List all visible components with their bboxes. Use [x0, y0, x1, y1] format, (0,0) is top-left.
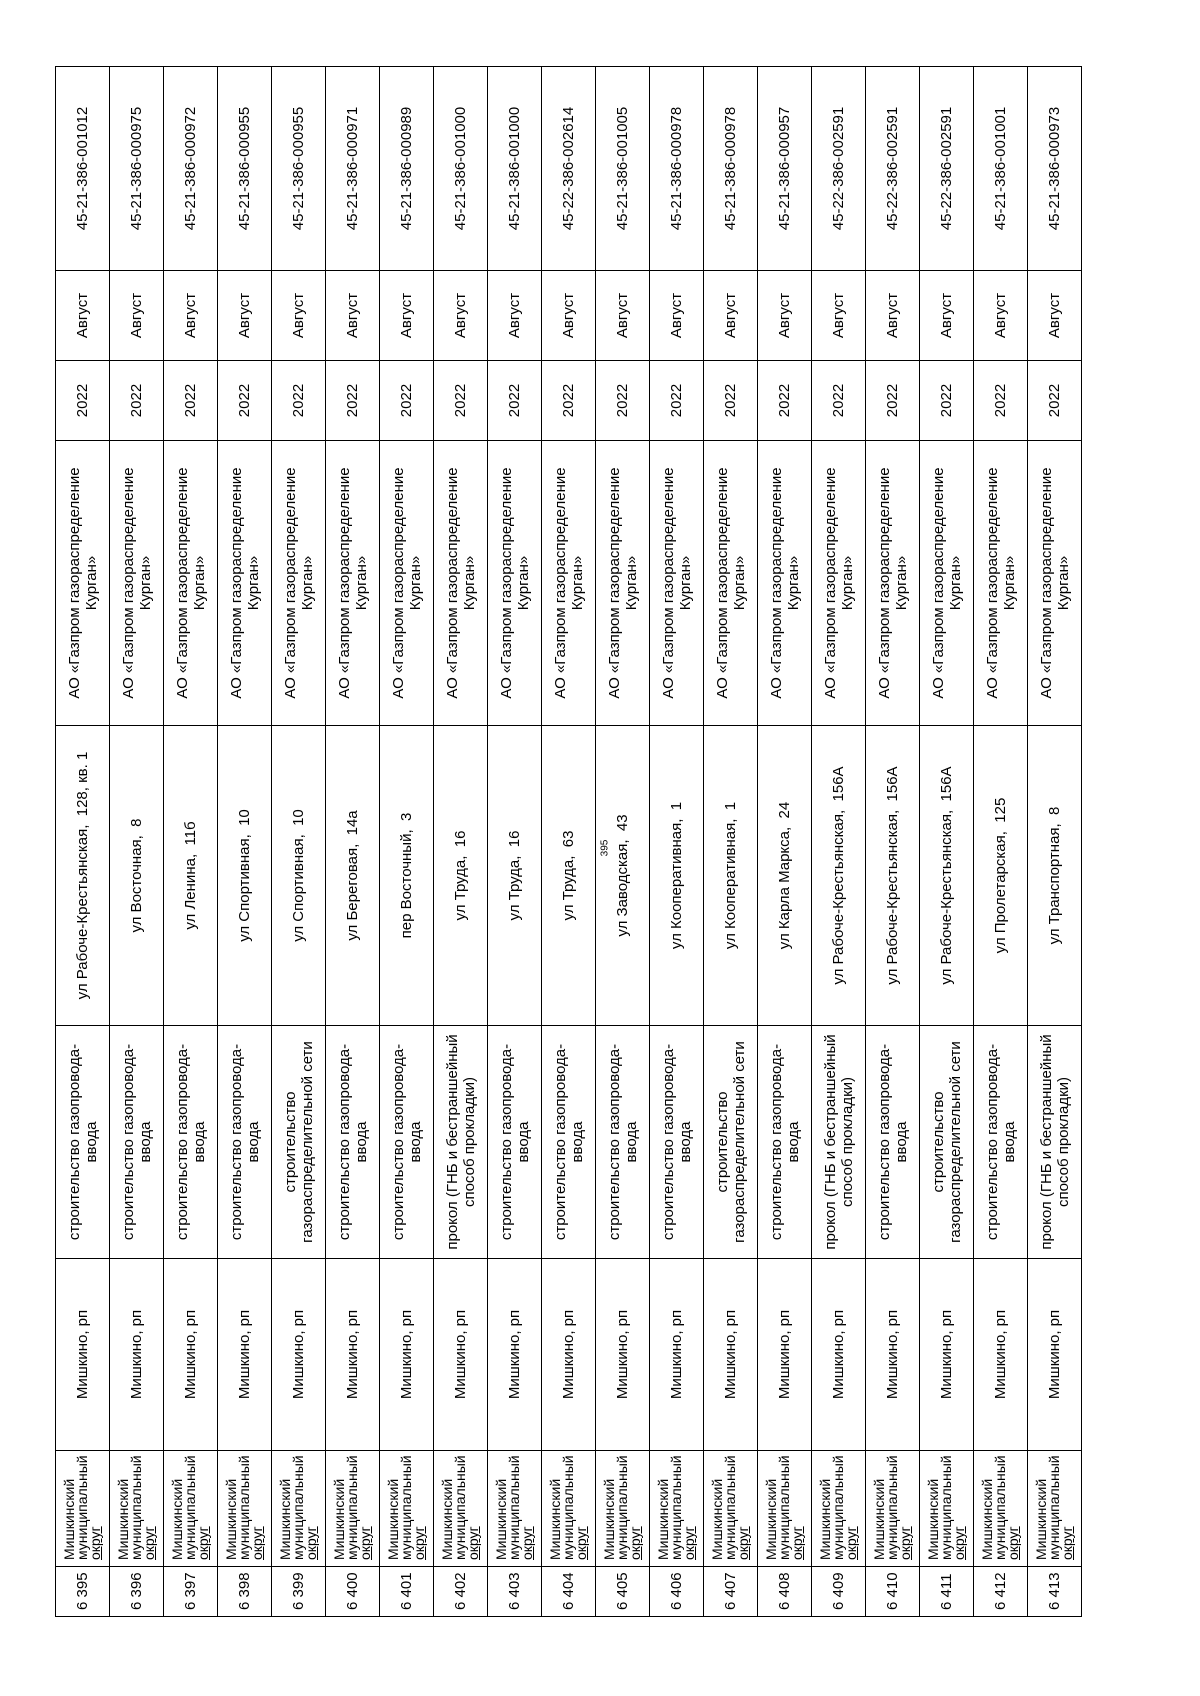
organization-cell: АО «Газпром газораспределение Курган» — [56, 441, 110, 726]
code-cell: 45-22-386-002614 — [542, 67, 596, 271]
locality-cell: Мишкино, рп — [704, 1259, 758, 1451]
table-row — [596, 67, 650, 1617]
table-row — [866, 67, 920, 1617]
locality-cell: Мишкино, рп — [110, 1259, 164, 1451]
year-cell: 2022 — [596, 361, 650, 441]
locality-cell: Мишкино, рп — [272, 1259, 326, 1451]
locality-cell: Мишкино, рп — [1028, 1259, 1082, 1451]
table-row — [56, 67, 110, 1617]
row-number: 6 403 — [488, 1567, 542, 1617]
row-number: 6 395 — [56, 1567, 110, 1617]
code-cell: 45-21-386-000978 — [650, 67, 704, 271]
month-cell: Август — [866, 271, 920, 361]
municipality-cell: Мишкинский муниципальный округ — [218, 1451, 272, 1567]
month-cell: Август — [434, 271, 488, 361]
locality-cell: Мишкино, рп — [164, 1259, 218, 1451]
code-cell: 45-21-386-001000 — [434, 67, 488, 271]
table-row — [380, 67, 434, 1617]
month-cell: Август — [704, 271, 758, 361]
row-number: 6 410 — [866, 1567, 920, 1617]
month-cell: Август — [110, 271, 164, 361]
month-cell: Август — [920, 271, 974, 361]
month-cell: Август — [974, 271, 1028, 361]
address-cell: ул Карла Маркса, 24 — [758, 726, 812, 1026]
table-row — [920, 67, 974, 1617]
municipality-cell: Мишкинский муниципальный округ — [596, 1451, 650, 1567]
work-type-cell: строительство газопровода-ввода — [56, 1026, 110, 1259]
work-type-cell: строительство газопровода-ввода — [488, 1026, 542, 1259]
municipality-cell: Мишкинский муниципальный округ — [650, 1451, 704, 1567]
address-cell: ул Рабоче-Крестьянская, 156А — [920, 726, 974, 1026]
year-cell: 2022 — [650, 361, 704, 441]
work-type-cell: строительство газопровода-ввода — [110, 1026, 164, 1259]
locality-cell: Мишкино, рп — [974, 1259, 1028, 1451]
work-type-cell: прокол (ГНБ и бестраншейный способ прокладки) — [434, 1026, 488, 1259]
row-number: 6 409 — [812, 1567, 866, 1617]
work-type-cell: строительство газораспределительной сети — [272, 1026, 326, 1259]
municipality-cell: Мишкинский муниципальный округ — [164, 1451, 218, 1567]
year-cell: 2022 — [380, 361, 434, 441]
row-number: 6 400 — [326, 1567, 380, 1617]
code-cell: 45-21-386-000972 — [164, 67, 218, 271]
row-number: 6 396 — [110, 1567, 164, 1617]
table-row — [974, 67, 1028, 1617]
locality-cell: Мишкино, рп — [56, 1259, 110, 1451]
row-number: 6 397 — [164, 1567, 218, 1617]
work-type-cell: строительство газораспределительной сети — [704, 1026, 758, 1259]
work-type-cell: строительство газопровода-ввода — [218, 1026, 272, 1259]
work-type-cell: строительство газопровода-ввода — [866, 1026, 920, 1259]
row-number: 6 399 — [272, 1567, 326, 1617]
table-row — [758, 67, 812, 1617]
code-cell: 45-21-386-001012 — [56, 67, 110, 271]
year-cell: 2022 — [110, 361, 164, 441]
table-row — [812, 67, 866, 1617]
address-cell: ул Ленина, 11б — [164, 726, 218, 1026]
locality-cell: Мишкино, рп — [812, 1259, 866, 1451]
organization-cell: АО «Газпром газораспределение Курган» — [326, 441, 380, 726]
work-type-cell: строительство газопровода-ввода — [974, 1026, 1028, 1259]
organization-cell: АО «Газпром газораспределение Курган» — [920, 441, 974, 726]
month-cell: Август — [1028, 271, 1082, 361]
code-cell: 45-22-386-002591 — [812, 67, 866, 271]
table-row — [542, 67, 596, 1617]
month-cell: Август — [650, 271, 704, 361]
organization-cell: АО «Газпром газораспределение Курган» — [650, 441, 704, 726]
row-number: 6 411 — [920, 1567, 974, 1617]
municipality-cell: Мишкинский муниципальный округ — [704, 1451, 758, 1567]
locality-cell: Мишкино, рп — [542, 1259, 596, 1451]
row-number: 6 398 — [218, 1567, 272, 1617]
work-type-cell: прокол (ГНБ и бестраншейный способ прокладки) — [1028, 1026, 1082, 1259]
organization-cell: АО «Газпром газораспределение Курган» — [1028, 441, 1082, 726]
row-number: 6 401 — [380, 1567, 434, 1617]
municipality-cell: Мишкинский муниципальный округ — [110, 1451, 164, 1567]
organization-cell: АО «Газпром газораспределение Курган» — [866, 441, 920, 726]
locality-cell: Мишкино, рп — [488, 1259, 542, 1451]
address-cell: ул Труда, 16 — [488, 726, 542, 1026]
table-row — [1028, 67, 1082, 1617]
work-type-cell: строительство газопровода-ввода — [542, 1026, 596, 1259]
address-cell: ул Рабоче-Крестьянская, 128, кв. 1 — [56, 726, 110, 1026]
year-cell: 2022 — [488, 361, 542, 441]
work-type-cell: строительство газопровода-ввода — [164, 1026, 218, 1259]
table-body — [56, 67, 1082, 1617]
address-cell: ул Береговая, 14а — [326, 726, 380, 1026]
locality-cell: Мишкино, рп — [434, 1259, 488, 1451]
rotated-table-container — [55, 67, 1075, 1617]
year-cell: 2022 — [920, 361, 974, 441]
organization-cell: АО «Газпром газораспределение Курган» — [704, 441, 758, 726]
work-type-cell: строительство газопровода-ввода — [758, 1026, 812, 1259]
month-cell: Август — [542, 271, 596, 361]
year-cell: 2022 — [1028, 361, 1082, 441]
row-number: 6 402 — [434, 1567, 488, 1617]
municipality-cell: Мишкинский муниципальный округ — [1028, 1451, 1082, 1567]
work-type-cell: строительство газопровода-ввода — [650, 1026, 704, 1259]
page-number: 395 — [599, 839, 611, 857]
work-type-cell: строительство газопровода-ввода — [326, 1026, 380, 1259]
table-row — [488, 67, 542, 1617]
work-type-cell: прокол (ГНБ и бестраншейный способ прокладки) — [812, 1026, 866, 1259]
municipality-cell: Мишкинский муниципальный округ — [758, 1451, 812, 1567]
year-cell: 2022 — [758, 361, 812, 441]
month-cell: Август — [758, 271, 812, 361]
organization-cell: АО «Газпром газораспределение Курган» — [542, 441, 596, 726]
table-row — [434, 67, 488, 1617]
year-cell: 2022 — [164, 361, 218, 441]
organization-cell: АО «Газпром газораспределение Курган» — [974, 441, 1028, 726]
organization-cell: АО «Газпром газораспределение Курган» — [488, 441, 542, 726]
work-type-cell: строительство газораспределительной сети — [920, 1026, 974, 1259]
organization-cell: АО «Газпром газораспределение Курган» — [812, 441, 866, 726]
year-cell: 2022 — [434, 361, 488, 441]
municipality-cell: Мишкинский муниципальный округ — [974, 1451, 1028, 1567]
code-cell: 45-21-386-001005 — [596, 67, 650, 271]
code-cell: 45-21-386-000973 — [1028, 67, 1082, 271]
address-cell: ул Восточная, 8 — [110, 726, 164, 1026]
table-row — [650, 67, 704, 1617]
organization-cell: АО «Газпром газораспределение Курган» — [596, 441, 650, 726]
code-cell: 45-21-386-000971 — [326, 67, 380, 271]
table-row — [110, 67, 164, 1617]
municipality-cell: Мишкинский муниципальный округ — [56, 1451, 110, 1567]
table-row — [164, 67, 218, 1617]
year-cell: 2022 — [56, 361, 110, 441]
row-number: 6 408 — [758, 1567, 812, 1617]
organization-cell: АО «Газпром газораспределение Курган» — [758, 441, 812, 726]
year-cell: 2022 — [812, 361, 866, 441]
code-cell: 45-21-386-001000 — [488, 67, 542, 271]
row-number: 6 412 — [974, 1567, 1028, 1617]
work-type-cell: строительство газопровода-ввода — [596, 1026, 650, 1259]
organization-cell: АО «Газпром газораспределение Курган» — [272, 441, 326, 726]
locality-cell: Мишкино, рп — [758, 1259, 812, 1451]
code-cell: 45-21-386-000978 — [704, 67, 758, 271]
address-cell: ул Рабоче-Крестьянская, 156А — [812, 726, 866, 1026]
month-cell: Август — [488, 271, 542, 361]
address-cell: ул Спортивная, 10 — [218, 726, 272, 1026]
address-cell: ул Труда, 16 — [434, 726, 488, 1026]
organization-cell: АО «Газпром газораспределение Курган» — [110, 441, 164, 726]
row-number: 6 413 — [1028, 1567, 1082, 1617]
table-row — [218, 67, 272, 1617]
locality-cell: Мишкино, рп — [218, 1259, 272, 1451]
code-cell: 45-22-386-002591 — [920, 67, 974, 271]
code-cell: 45-21-386-000955 — [218, 67, 272, 271]
month-cell: Август — [326, 271, 380, 361]
gasification-table — [55, 66, 1082, 1617]
municipality-cell: Мишкинский муниципальный округ — [812, 1451, 866, 1567]
work-type-cell: строительство газопровода-ввода — [380, 1026, 434, 1259]
code-cell: 45-21-386-000975 — [110, 67, 164, 271]
row-number: 6 405 — [596, 1567, 650, 1617]
locality-cell: Мишкино, рп — [596, 1259, 650, 1451]
code-cell: 45-21-386-000957 — [758, 67, 812, 271]
code-cell: 45-21-386-001001 — [974, 67, 1028, 271]
address-cell: ул Труда, 63 — [542, 726, 596, 1026]
month-cell: Август — [56, 271, 110, 361]
municipality-cell: Мишкинский муниципальный округ — [488, 1451, 542, 1567]
address-cell: ул Заводская, 43 — [596, 726, 650, 1026]
code-cell: 45-21-386-000955 — [272, 67, 326, 271]
locality-cell: Мишкино, рп — [650, 1259, 704, 1451]
organization-cell: АО «Газпром газораспределение Курган» — [164, 441, 218, 726]
organization-cell: АО «Газпром газораспределение Курган» — [218, 441, 272, 726]
address-cell: ул Транспортная, 8 — [1028, 726, 1082, 1026]
locality-cell: Мишкино, рп — [866, 1259, 920, 1451]
municipality-cell: Мишкинский муниципальный округ — [434, 1451, 488, 1567]
address-cell: ул Пролетарская, 125 — [974, 726, 1028, 1026]
month-cell: Август — [812, 271, 866, 361]
municipality-cell: Мишкинский муниципальный округ — [920, 1451, 974, 1567]
month-cell: Август — [272, 271, 326, 361]
month-cell: Август — [218, 271, 272, 361]
month-cell: Август — [164, 271, 218, 361]
municipality-cell: Мишкинский муниципальный округ — [326, 1451, 380, 1567]
organization-cell: АО «Газпром газораспределение Курган» — [380, 441, 434, 726]
year-cell: 2022 — [974, 361, 1028, 441]
table-row — [326, 67, 380, 1617]
municipality-cell: Мишкинский муниципальный округ — [272, 1451, 326, 1567]
municipality-cell: Мишкинский муниципальный округ — [380, 1451, 434, 1567]
year-cell: 2022 — [704, 361, 758, 441]
locality-cell: Мишкино, рп — [920, 1259, 974, 1451]
row-number: 6 406 — [650, 1567, 704, 1617]
code-cell: 45-22-386-002591 — [866, 67, 920, 271]
table-row — [704, 67, 758, 1617]
address-cell: ул Кооперативная, 1 — [650, 726, 704, 1026]
year-cell: 2022 — [866, 361, 920, 441]
municipality-cell: Мишкинский муниципальный округ — [542, 1451, 596, 1567]
address-cell: ул Кооперативная, 1 — [704, 726, 758, 1026]
year-cell: 2022 — [218, 361, 272, 441]
address-cell: ул Рабоче-Крестьянская, 156А — [866, 726, 920, 1026]
address-cell: пер Восточный, 3 — [380, 726, 434, 1026]
locality-cell: Мишкино, рп — [380, 1259, 434, 1451]
year-cell: 2022 — [542, 361, 596, 441]
table-row — [272, 67, 326, 1617]
year-cell: 2022 — [272, 361, 326, 441]
municipality-cell: Мишкинский муниципальный округ — [866, 1451, 920, 1567]
row-number: 6 407 — [704, 1567, 758, 1617]
month-cell: Август — [596, 271, 650, 361]
row-number: 6 404 — [542, 1567, 596, 1617]
code-cell: 45-21-386-000989 — [380, 67, 434, 271]
address-cell: ул Спортивная, 10 — [272, 726, 326, 1026]
year-cell: 2022 — [326, 361, 380, 441]
organization-cell: АО «Газпром газораспределение Курган» — [434, 441, 488, 726]
month-cell: Август — [380, 271, 434, 361]
locality-cell: Мишкино, рп — [326, 1259, 380, 1451]
